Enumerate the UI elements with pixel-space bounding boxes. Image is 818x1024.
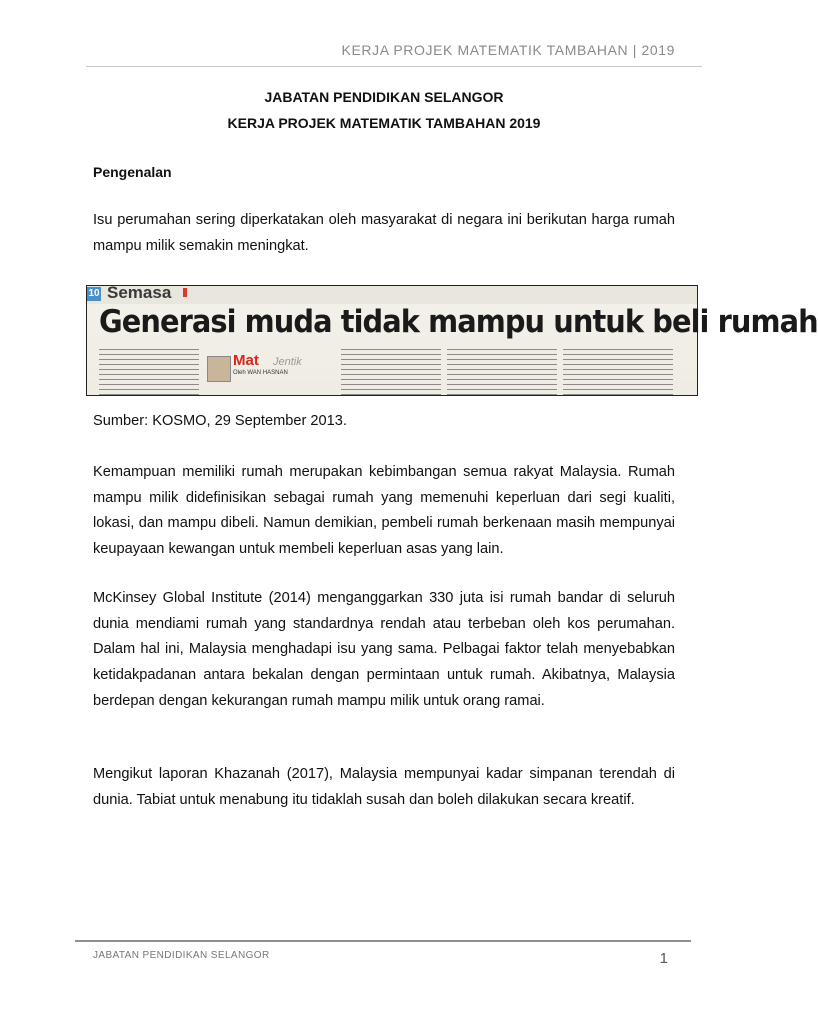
clipping-text-column xyxy=(563,349,673,395)
page-number: 1 xyxy=(659,950,668,967)
clipping-section-label: Semasa xyxy=(107,283,172,302)
clipping-text-column xyxy=(341,349,441,395)
clipping-headline: Generasi muda tidak mampu untuk beli rumah xyxy=(99,304,818,340)
paragraph-mckinsey: McKinsey Global Institute (2014) menganggarkan 330 juta isi rumah bandar di seluruh dunia mendiami rumah yang standardnya rendah atau terbeban oleh kos perumahan. Dalam hal ini, Malaysia menghadapi isu yang sama. Pelbagai faktor telah menyebabkan ketidakpadanan antara bekalan dengan permintaan untuk rumah. Akibatnya, Malaysia berdepan dengan kekurangan rumah mampu milik untuk orang ramai. xyxy=(93,590,675,709)
clipping-byline: Oleh WAN HASNAN xyxy=(233,370,288,376)
clipping-top-bar xyxy=(87,286,697,304)
clipping-page-number: 10 xyxy=(88,288,100,299)
author-photo xyxy=(207,356,231,382)
footer-divider xyxy=(75,940,691,942)
clipping-column-name-rest: Jentik xyxy=(273,356,302,368)
section-heading: Pengenalan xyxy=(93,164,172,180)
paragraph-intro: Isu perumahan sering diperkatakan oleh masyarakat di negara ini berikutan harga rumah mampu milik semakin meningkat. xyxy=(93,212,675,254)
clipping-byline-box xyxy=(207,352,335,388)
clipping-text-column xyxy=(99,349,199,395)
paragraph-khazanah: Mengikut laporan Khazanah (2017), Malaysia mempunyai kadar simpanan terendah di dunia. Tabiat untuk menabung itu tidaklah susah dan boleh dilakukan secara kreatif. xyxy=(93,766,675,808)
clipping-section-mark xyxy=(183,288,187,297)
running-header: KERJA PROJEK MATEMATIK TAMBAHAN | 2019 xyxy=(341,42,675,58)
document-title-org: JABATAN PENDIDIKAN SELANGOR xyxy=(264,89,504,105)
footer-organization: JABATAN PENDIDIKAN SELANGOR xyxy=(93,950,270,961)
header-divider xyxy=(86,66,702,67)
clipping-text-column xyxy=(447,349,557,395)
newspaper-clipping-image xyxy=(86,283,818,396)
clipping-column-name: Mat xyxy=(233,352,259,369)
paragraph-affordability: Kemampuan memiliki rumah merupakan kebimbangan semua rakyat Malaysia. Rumah mampu milik didefinisikan sebagai rumah yang memenuhi keperluan dari segi kualiti, lokasi, dan mampu dibeli. Namun demikian, pembeli rumah berkenaan masih mempunyai keupayaan kewangan untuk membeli keperluan asas yang lain. xyxy=(93,464,675,558)
source-citation: Sumber: KOSMO, 29 September 2013. xyxy=(93,413,347,429)
document-title-project: KERJA PROJEK MATEMATIK TAMBAHAN 2019 xyxy=(227,115,541,131)
